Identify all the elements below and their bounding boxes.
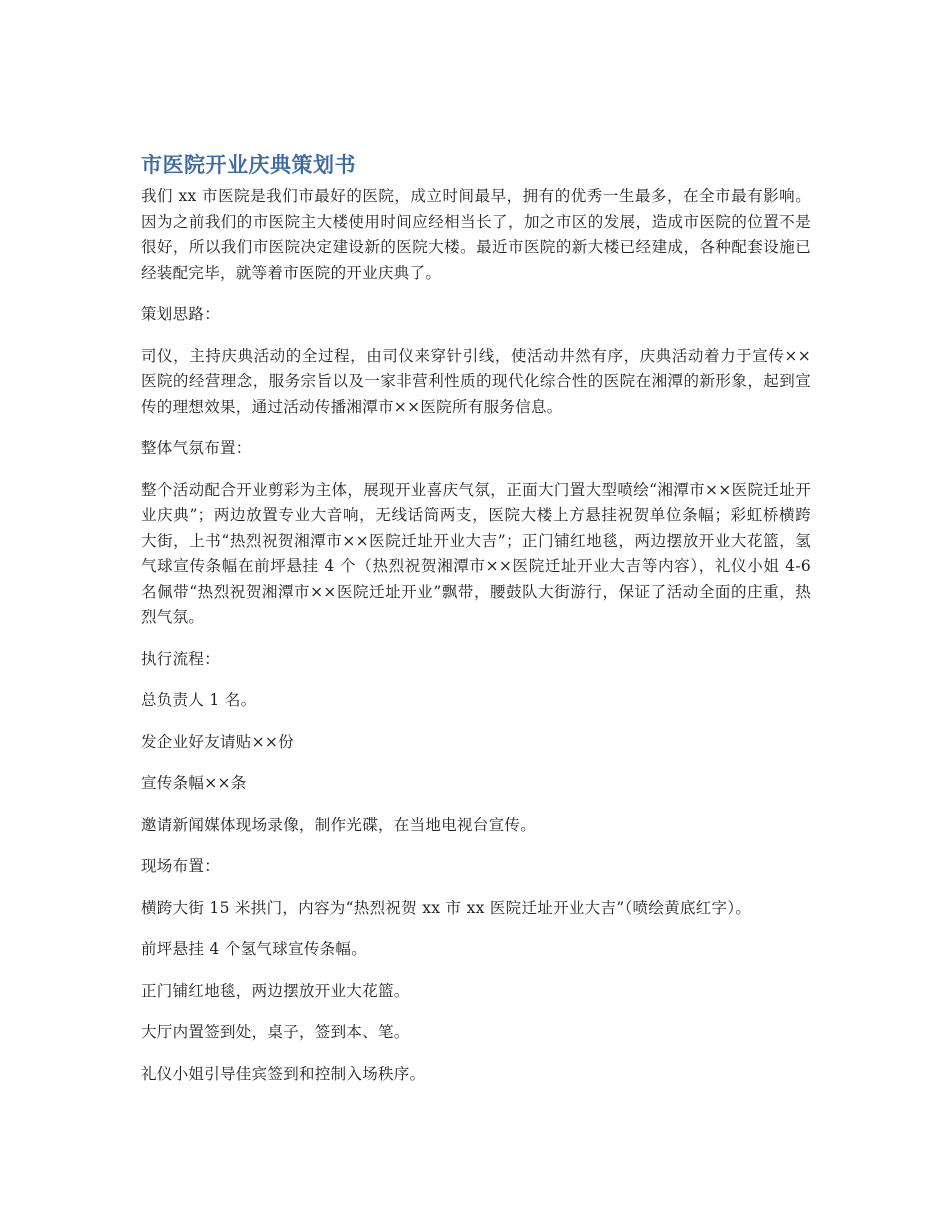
atmosphere-paragraph: 整个活动配合开业剪彩为主体，展现开业喜庆气氛，正面大门置大型喷绘“湘潭市××医院迁址开业庆典”；两边放置专业大音响，无线话筒两支，医院大楼上方悬挂祝贺单位条幅；彩虹桥横跨大街，上书“热烈祝贺湘潭市××医院迁址开业大吉”；正门铺红地毯，两边摆放开业大花篮，氢气球宣传条幅在前坪悬挂 4 个（热烈祝贺湘潭市××医院迁址开业大吉等内容），礼仪小姐 4-6 名佩带“热烈祝贺湘潭市××医院迁址开业”飘带，腰鼓队大街游行，保证了活动全面的庄重，热烈气氛。 [141,480,811,626]
site-layout-item: 横跨大街 15 米拱门，内容为“热烈祝贺 xx 市 xx 医院迁址开业大吉”（喷绘黄底红字）。 [141,898,752,917]
planning-idea-paragraph: 司仪，主持庆典活动的全过程，由司仪来穿针引线，使活动井然有序，庆典活动着力于宣传××医院的经营理念，服务宗旨以及一家非营利性质的现代化综合性的医院在湘潭的新形象，起到宣传的理想效果，通过活动传播湘潭市××医院所有服务信息。 [141,346,811,416]
document-title: 市医院开业庆典策划书 [141,153,356,177]
execution-item: 发企业好友请贴××份 [141,732,294,751]
execution-item: 邀请新闻媒体现场录像，制作光碟，在当地电视台宣传。 [141,815,537,834]
section-heading-site-layout: 现场布置： [141,857,221,875]
execution-item: 宣传条幅××条 [141,774,247,792]
site-layout-item: 大厅内置签到处，桌子，签到本、笔。 [141,1023,410,1041]
intro-paragraph: 我们 xx 市医院是我们市最好的医院，成立时间最早，拥有的优秀一生最多，在全市最有影响。因为之前我们的市医院主大楼使用时间应经相当长了，加之市区的发展，造成市医院的位置不是很好，所以我们市医院决定建设新的医院大楼。最近市医院的新大楼已经建成，各种配套设施已经装配完毕，就等着市医院的开业庆典了。 [141,187,811,282]
execution-item: 总负责人 1 名。 [141,691,257,709]
section-heading-planning-idea: 策划思路： [141,305,221,323]
site-layout-item: 前坪悬挂 4 个氢气球宣传条幅。 [141,940,368,958]
site-layout-item: 礼仪小姐引导佳宾签到和控制入场秩序。 [141,1064,426,1083]
document-body [141,150,811,1103]
section-heading-atmosphere: 整体气氛布置： [141,439,252,457]
section-heading-execution: 执行流程： [141,649,221,668]
site-layout-item: 正门铺红地毯，两边摆放开业大花篮。 [141,981,410,1000]
